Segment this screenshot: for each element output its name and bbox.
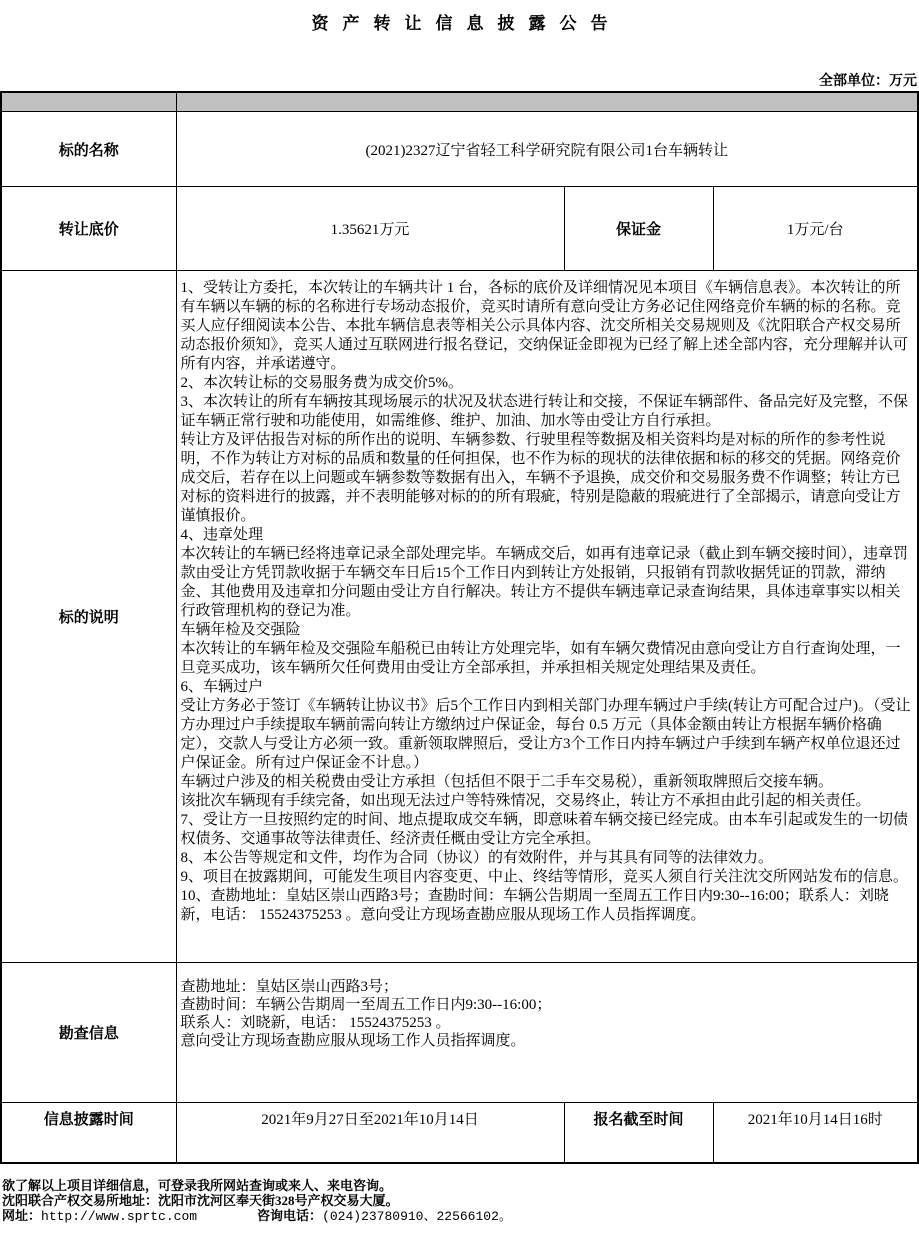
subject-name-row (1, 112, 918, 187)
document-page (0, 9, 919, 1224)
survey-line: 意向受让方现场查勘应服从现场工作人员指挥调度。 (180, 1033, 526, 1049)
description-paragraph: 该批次车辆现有手续完备，如出现无法过户等特殊情况，交易终止，转让方不承担由此引起的相关责任。 (180, 793, 871, 809)
header-cell-right (176, 92, 918, 112)
website-label: 网址： (2, 1207, 42, 1223)
disclosure-time-label: 信息披露时间 (1, 1103, 176, 1163)
deposit-label: 保证金 (564, 187, 713, 271)
header-cell-left (1, 92, 176, 112)
website-url: http://www.sprtc.com (41, 1208, 198, 1224)
footer-line-info: 欲了解以上项目详细信息，可登录我所网站查询或来人、来电咨询。 (2, 1177, 393, 1193)
survey-row (1, 963, 918, 1103)
disclosure-time-value: 2021年9月27日至2021年10月14日 (176, 1103, 564, 1163)
registration-deadline-value: 2021年10月14日16时 (713, 1103, 918, 1163)
deposit-value: 1万元/台 (713, 187, 918, 271)
survey-line: 联系人：刘晓新，电话： 15524375253 。 (180, 1015, 451, 1031)
survey-label: 勘查信息 (1, 963, 176, 1103)
unit-note: 全部单位：万元 (819, 74, 917, 89)
footer-line-address: 沈阳联合产权交易所地址：沈阳市沈河区奉天街328号产权交易大厦。 (2, 1192, 399, 1208)
survey-content (176, 963, 918, 1103)
description-paragraph: 1、受转让方委托，本次转让的车辆共计 1 台，各标的底价及详细情况见本项目《车辆信息表》。本次转让的所有车辆以车辆的标的名称进行专场动态报价，竞买时请所有意向受让方务必记住网络竞价车辆的标的名称。竞买人应仔细阅读本公告、本批车辆信息表等相关公示具体内容、沈交所相关交易规则及《沈阳联合产权交易所动态报价须知》，竞买人通过互联网进行报名登记，交纳保证金即视为已经了解上述全部内容，充分理解并认可所有内容，并承诺遵守。 (180, 280, 909, 372)
description-paragraph: 6、车辆过户 (180, 679, 264, 695)
description-paragraph: 8、本公告等规定和文件，均作为合同（协议）的有效附件，并与其具有同等的法律效力。 (180, 850, 774, 866)
phone-numbers: (024)23780910、22566102。 (322, 1208, 512, 1224)
description-paragraph: 7、受让方一旦按照约定的时间、地点提取成交车辆，即意味着车辆交接已经完成。由本车引起或发生的一切债权债务、交通事故等法律责任、经济责任概由受让方完全承担。 (180, 812, 909, 847)
page-title: 资产转让信息披露公告 (311, 14, 622, 33)
description-paragraph: 9、项目在披露期间，可能发生项目内容变更、中止、终结等情形，竞买人须自行关注沈交所网站发布的信息。 (180, 869, 909, 885)
description-paragraph: 4、违章处理 (180, 527, 264, 543)
survey-line: 查勘时间：车辆公告期周一至周五工作日内9:30--16:00； (180, 997, 552, 1013)
registration-deadline-label: 报名截至时间 (564, 1103, 713, 1163)
footer (2, 1178, 919, 1224)
subject-name-value: (2021)2327辽宁省轻工科学研究院有限公司1台车辆转让 (176, 112, 918, 187)
subject-name-label: 标的名称 (1, 112, 176, 187)
description-paragraph: 3、本次转让的所有车辆按其现场展示的状况及状态进行转让和交接，不保证车辆部件、备品完好及完整，不保证车辆正常行驶和功能使用，如需维修、维护、加油、加水等由受让方自行承担。 (180, 394, 909, 429)
disclosure-table (0, 91, 919, 1164)
description-paragraph: 10、查勘地址：皇姑区崇山西路3号；查勘时间：车辆公告期周一至周五工作日内9:30--16:00；联系人：刘晓新，电话： 15524375253 。意向受让方现场查勘应服从现场工作人员指挥调度。 (180, 888, 889, 923)
base-price-value: 1.35621万元 (176, 187, 564, 271)
description-paragraph: 本次转让的车辆年检及交强险车船税已由转让方处理完毕，如有车辆欠费情况由意向受让方自行查询处理，一旦竞买成功，该车辆所欠任何费用由受让方全部承担，并承担相关规定处理结果及责任。 (180, 641, 901, 676)
description-label: 标的说明 (1, 271, 176, 963)
phone-label: 咨询电话： (257, 1207, 323, 1223)
survey-line: 查勘地址：皇姑区崇山西路3号； (180, 979, 399, 995)
description-paragraph: 本次转让的车辆已经将违章记录全部处理完毕。车辆成交后，如再有违章记录（截止到车辆交接时间），违章罚款由受让方凭罚款收据于车辆交车日后15个工作日内到转让方处报销，只报销有罚款收据凭证的罚款，滞纳金、其他费用及违章扣分问题由受让方自行解决。转让方不提供车辆违章记录查询结果，具体违章事实以相关行政管理机构的登记为准。 (180, 546, 909, 619)
description-paragraph: 车辆过户涉及的相关税费由受让方承担（包括但不限于二手车交易税），重新领取牌照后交接车辆。 (180, 774, 834, 790)
disclosure-time-row (1, 1103, 918, 1163)
price-row (1, 187, 918, 271)
base-price-label: 转让底价 (1, 187, 176, 271)
description-paragraph: 受让方务必于签订《车辆转让协议书》后5个工作日内到相关部门办理车辆过户手续(转让方可配合过户)。（受让方办理过户手续提取车辆前需向转让方缴纳过户保证金，每台 0.5 万元（具体金额由转让方根据车辆价格确定），交款人与受让方必须一致。重新领取牌照后，受让方3个工作日内持车辆过户手续到车辆产权单位退还过户保证金。所有过户保证金不计息。） (180, 698, 911, 771)
description-paragraph: 车辆年检及交强险 (180, 622, 301, 638)
table-header-row (1, 92, 918, 112)
description-paragraph: 2、本次转让标的交易服务费为成交价5%。 (180, 375, 463, 391)
description-content (176, 271, 918, 963)
footer-line-contact (2, 1208, 919, 1224)
description-row (1, 271, 918, 963)
description-paragraph: 转让方及评估报告对标的所作出的说明、车辆参数、行驶里程等数据及相关资料均是对标的所作的参考性说明，不作为转让方对标的品质和数量的任何担保，也不作为标的现状的法律依据和标的移交的凭据。网络竞价成交后，若存在以上问题或车辆参数等数据有出入，车辆不予退换，成交价和交易服务费不作调整；转让方已对标的资料进行的披露，并不表明能够对标的的所有瑕疵，特别是隐蔽的瑕疵进行了全部揭示，请意向受让方谨慎报价。 (180, 432, 901, 524)
